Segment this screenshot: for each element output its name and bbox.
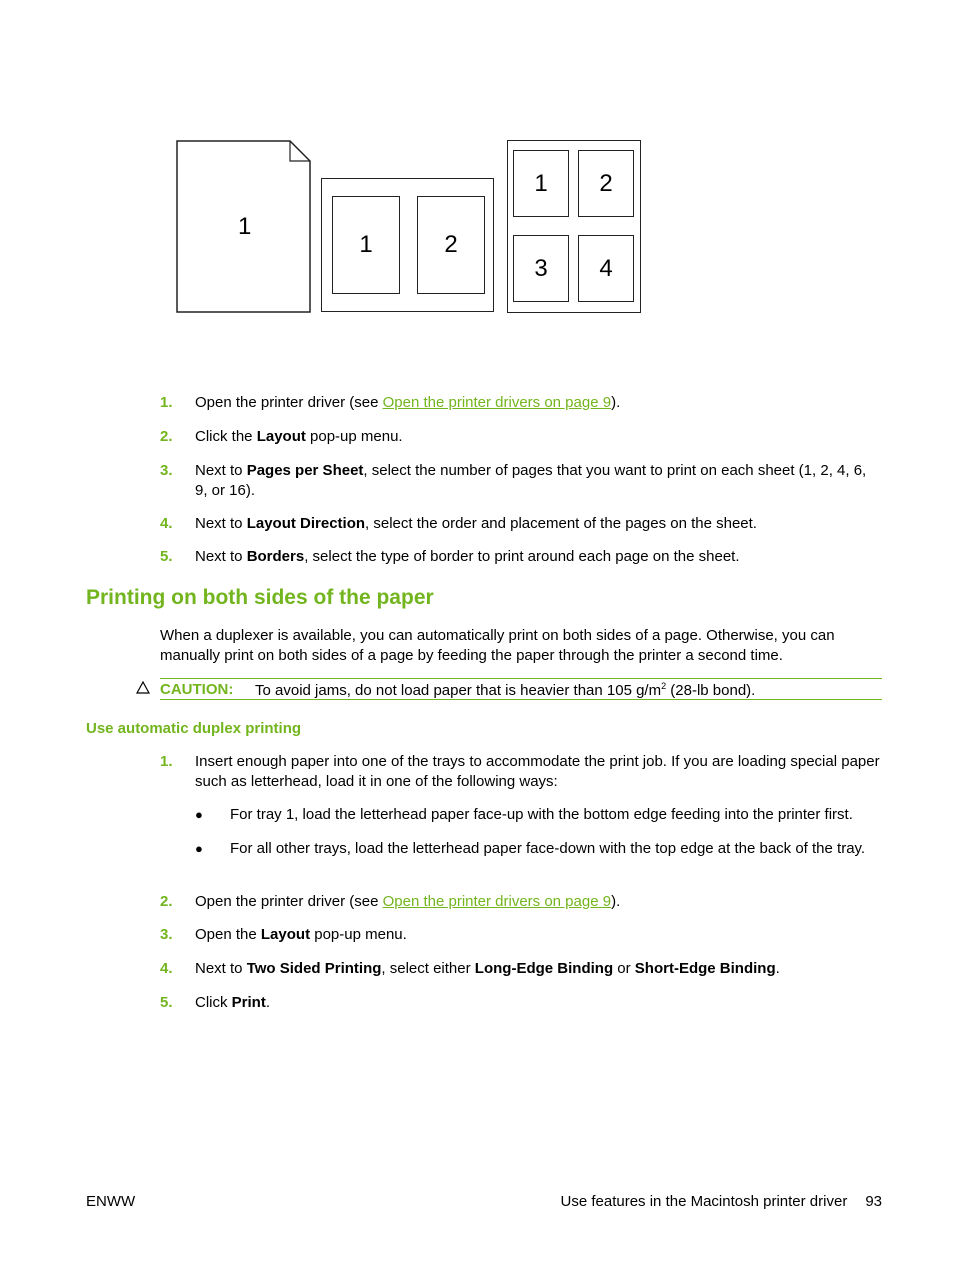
single-page-number: 1 <box>238 213 252 240</box>
open-printer-drivers-link[interactable]: Open the printer drivers on page 9 <box>382 893 612 910</box>
open-printer-drivers-link[interactable]: Open the printer drivers on page 9 <box>382 394 612 411</box>
two-up-sheet <box>321 178 494 312</box>
caution-text: To avoid jams, do not load paper that is heavier than 105 $g/m^2$ (28-lb bond). <box>255 681 756 699</box>
bullet-icon: ● <box>195 841 203 856</box>
footer-title: Use features in the Macintosh printer driver <box>560 1193 848 1210</box>
four-up-page-2: 2 <box>578 150 634 217</box>
section-heading: Printing on both sides of the paper <box>86 586 434 609</box>
pages-per-sheet-illustration <box>170 135 650 320</box>
caution-box <box>160 678 882 700</box>
subsection-heading: Use automatic duplex printing <box>86 720 302 737</box>
section-intro: When a duplexer is available, you can automatically print on both sides of a page. Otherwise, you can manually print on both sides of a page by feeding the paper through the printer a second time. <box>160 627 835 664</box>
two-up-page-2: 2 <box>417 196 485 294</box>
two-up-page-1: 1 <box>332 196 400 294</box>
page-number: 93 <box>865 1193 882 1210</box>
four-up-sheet <box>507 140 641 313</box>
caution-triangle-icon <box>136 681 150 694</box>
four-up-page-4: 4 <box>578 235 634 302</box>
footer-left: ENWW <box>86 1193 136 1210</box>
four-up-page-1: 1 <box>513 150 569 217</box>
four-up-page-3: 3 <box>513 235 569 302</box>
bullet-icon: ● <box>195 807 203 822</box>
caution-label: CAUTION: <box>160 681 234 698</box>
footer-right <box>561 1193 882 1210</box>
